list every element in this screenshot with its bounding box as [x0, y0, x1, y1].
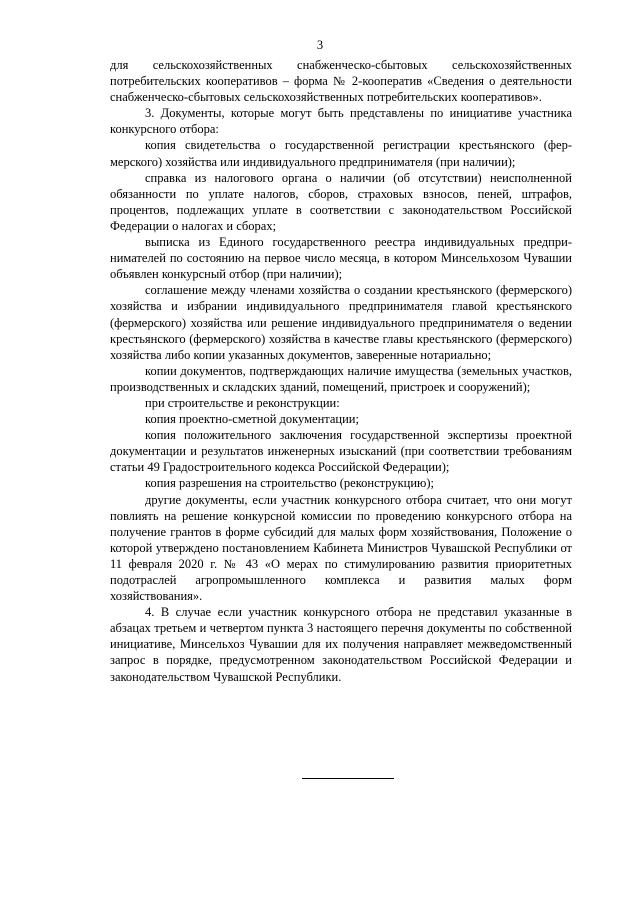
paragraph-item-3: 3. Документы, которые могут быть представлены по инициативе участника конкурсного отбора: [110, 106, 572, 137]
paragraph-continuation: для сельскохозяйственных снабженческо-сбытовых сельскохозяйственных потребительских кооперативов – форма № 2-кооператив «Сведения о деятельности снабженческо-сбытовых сельскохозяйственных потребительских кооперативов». [110, 58, 572, 105]
paragraph-registry-extract: выписка из Единого государственного реестра индивидуальных предпринимателей по состоянию на первое число месяца, в котором Минсельхозом Чувашии объявлен конкурсный отбор (при наличии); [110, 235, 572, 282]
paragraph-design-documents: копия проектно-сметной документации; [145, 412, 359, 427]
paragraph-expert-review: копия положительного заключения государственной экспертизы проектной документации и результатов инженерных изысканий (при соответствии требованиям статьи 49 Градостроительного кодекса Российской Федерации); [110, 428, 572, 475]
paragraph-building-permit: копия разрешения на строительство (реконструкцию); [145, 476, 435, 491]
document-body [110, 57, 572, 685]
paragraph-construction: при строительстве и реконструкции: [145, 395, 340, 410]
paragraph-property-documents: копии документов, подтверждающих наличие имущества (земельных участков, производственных и складских зданий, помещений, пристроек и сооружений); [110, 363, 572, 394]
paragraph-tax-certificate: справка из налогового органа о наличии (об отсутствии) неисполненной обязанности по уплате налогов, сборов, страховых взносов, пеней, штрафов, процентов, подлежащих уплате в соответствии с законодательством Российской Федерации о налогах и сборах; [110, 170, 572, 233]
page-number: 3 [316, 38, 324, 52]
end-of-document-line [302, 778, 394, 779]
paragraph-item-4: 4. В случае если участник конкурсного отбора не представил указанные в абзацах третьем и четвертом пункта 3 настоящего перечня документы по собственной инициативе, Минсельхоз Чувашии для их получения направляет межведомственный запрос в порядке, предусмотренном законодательством Российской Федерации и законодательством Чувашской Республики. [110, 605, 572, 684]
paragraph-farm-agreement: соглашение между членами хозяйства о создании крестьянского (фермерского) хозяйства и избрании индивидуального предпринимателя главой крестьянского (фермерского) хозяйства или решение индивидуального предпринимателя о ведении крестьянского (фермерского) хозяйства в качестве главы крестьянского (фермерского) хозяйства либо копии указанных документов, заверенные нотариально; [110, 283, 572, 362]
paragraph-registration-certificate: копия свидетельства о государственной регистрации крестьянского (фермерского) хозяйства или индивидуального предпринимателя (при наличии); [110, 138, 572, 169]
paragraph-other-documents: другие документы, если участник конкурсного отбора считает, что они могут повлиять на решение конкурсной комиссии по проведению конкурсного отбора на получение грантов в форме субсидий для малых форм хозяйствования, Положение о которой утверждено постановлением Кабинета Министров Чувашской Республики от 11 февраля 2020 г. № 43 «О мерах по стимулированию развития приоритетных подотраслей агропромышленного комплекса и развития малых форм хозяйствования». [110, 492, 572, 604]
